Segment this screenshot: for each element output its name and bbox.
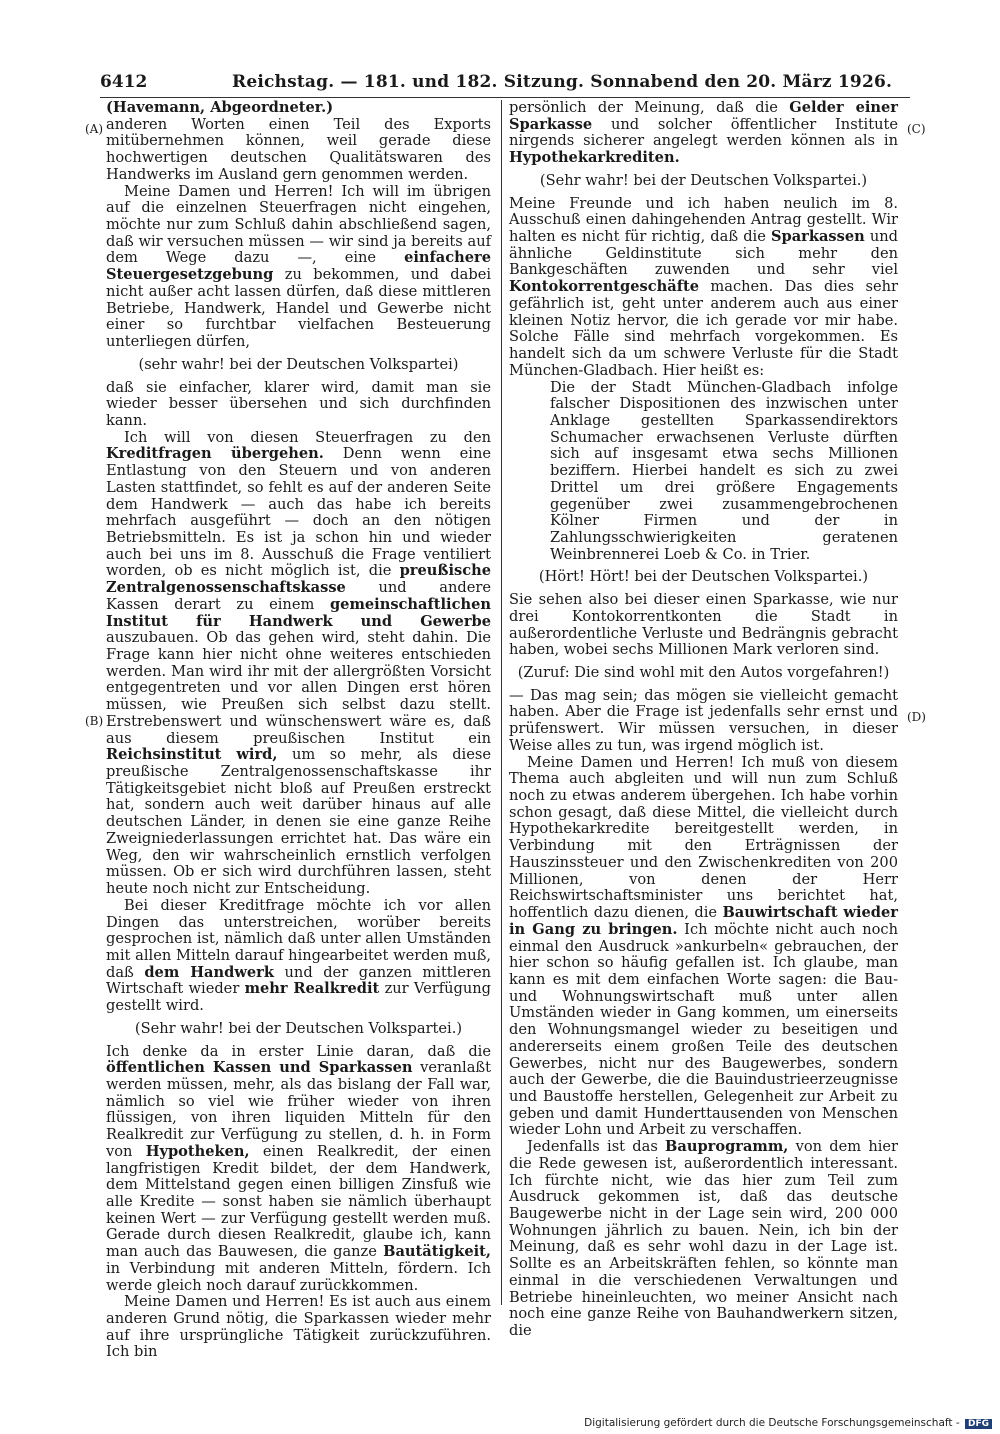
speaker-attribution: (Havemann, Abgeordneter.) bbox=[106, 99, 334, 116]
digitization-credit bbox=[584, 1417, 992, 1429]
interjection: (Hört! Hört! bei der Deutschen Volkspartei.) bbox=[538, 568, 869, 586]
paragraph: Bei dieser Kreditfrage möchte ich vor allen Dingen das unterstreichen, worüber bereits gesprochen ist, nämlich daß unter allen Umständen mit allen Mitteln darauf hingearbeitet werden muß, daß dem Handwerk und der ganzen mittleren Wirtschaft wieder mehr Realkredit zur Verfügung gestellt wird. bbox=[106, 896, 492, 1015]
paragraph: anderen Worten einen Teil des Exports mitübernehmen können, weil gerade diese hochwertigen deutschen Qualitätswaren des Handwerks im Ausland gern genommen werden. bbox=[106, 115, 491, 183]
margin-marker-c: (C) bbox=[907, 122, 926, 136]
interjection: (Sehr wahr! bei der Deutschen Volkspartei.) bbox=[539, 171, 868, 189]
column-separator bbox=[501, 100, 502, 1305]
block-quote: Die der Stadt München-Gladbach infolge falscher Dispositionen des inzwischen unter Anklage gestellten Sparkassendirektors Schumacher erwachsenen Verluste dürften sich auf insgesamt etwa sechs Millionen beziffern. Hierbei handelt es sich zu zwei Drittel um drei größere Engagements gegenüber zwei zusammengebrochenen Kölner Firmen und der in Zahlungsschwierigkeiten geratenen Weinbrennerei Loeb & Co. in Trier. bbox=[550, 378, 898, 563]
interjection: (sehr wahr! bei der Deutschen Volkspartei) bbox=[138, 355, 459, 373]
left-column bbox=[106, 100, 491, 1361]
dfg-logo: DFG bbox=[965, 1419, 992, 1429]
paragraph: Meine Damen und Herren! Ich will im übrigen auf die einzelnen Steuerfragen nicht eingehen, möchte nur zum Schluß dahin abschließend sagen, daß wir versuchen müssen — wir sind ja bereits auf dem Wege dazu —, eine einfachere Steuergesetzgebung zu bekommen, und dabei nicht außer acht lassen dürfen, daß diese mittleren Betriebe, Handwerk, Handel und Gewerbe nicht einer so furchtbar vielfachen Besteuerung unterliegen dürfen, bbox=[106, 182, 491, 351]
paragraph: Sie sehen also bei dieser einen Sparkasse, wie nur drei Kontokorrentkonten die Stadt in außerordentliche Verluste und Bedrängnis gebracht haben, wobei sechs Millionen Mark verloren sind. bbox=[509, 591, 898, 659]
paragraph: persönlich der Meinung, daß die Gelder einer Sparkasse und solcher öffentlicher Institute nirgends sicherer angelegt werden können als in Hypothekarkrediten. bbox=[509, 99, 898, 167]
running-title: Reichstag. — 181. und 182. Sitzung. Sonnabend den 20. März 1926. bbox=[232, 72, 893, 92]
paragraph: — Das mag sein; das mögen sie vielleicht gemacht haben. Aber die Frage ist jedenfalls sehr ernst und prüfenswert. Wir müssen versuchen, in dieser Weise alles zu tun, was irgend möglich ist. bbox=[509, 686, 898, 754]
paragraph: Jedenfalls ist das Bauprogramm, von dem hier die Rede gewesen ist, außerordentlich interessant. Ich fürchte nicht, wie das hier zum Teil zum Ausdruck gekommen ist, daß das deutsche Baugewerbe nicht in der Lage sein wird, 200 000 Wohnungen jährlich zu bauen. Nein, ich bin der Meinung, daß es sehr wohl dazu in der Lage ist. Sollte es an Arbeitskräften fehlen, so könnte man einmal in die verschiedenen Verwaltungen und Betriebe hineinleuchten, wo meiner Ansicht nach noch eine ganze Reihe von Bauhandwerkern sitzen, die bbox=[509, 1138, 899, 1340]
page-header bbox=[100, 72, 910, 96]
paragraph: Meine Damen und Herren! Es ist auch aus einem anderen Grund nötig, die Sparkassen wieder mehr auf ihre ursprüngliche Tätigkeit zurückzuführen. Ich bin bbox=[106, 1293, 491, 1361]
page-number: 6412 bbox=[100, 72, 148, 92]
credit-text: Digitalisierung gefördert durch die Deutsche Forschungsgemeinschaft - bbox=[584, 1417, 960, 1429]
paragraph: Ich will von diesen Steuerfragen zu den Kreditfragen übergehen. Denn wenn eine Entlastung von den Steuern und von anderen Lasten stattfindet, so fehlt es auf der anderen Seite dem Handwerk — auch das habe ich bereits mehrfach ausgeführt — doch an den nötigen Betriebsmitteln. Es ist ja schon hin und wieder auch bei uns im 8. Ausschuß die Frage ventiliert worden, ob es nicht möglich ist, die preußische Zentralgenossenschaftskasse und andere Kassen derart zu einem gemeinschaftlichen Institut für Handwerk und Gewerbe auszubauen. Ob das gehen wird, steht dahin. Die Frage kann hier nicht ohne weiteres entschieden werden. Man wird ihr mit der allergrößten Vorsicht entgegentreten und vor allen Dingen erst hören müssen, wie Preußen sich selbst dazu stellt. Erstrebenswert und wünschenswert wäre es, daß aus diesem preußischen Institut ein Reichsinstitut wird, um so mehr, als diese preußische Zentralgenossenschaftskasse ihr Tätigkeitsgebiet nicht bloß auf Preußen erstreckt hat, sondern auch weit darüber hinaus auf alle deutschen Länder, in denen sie eine ganze Reihe Zweigniederlassungen errichtet hat. Das wäre ein Weg, den wir wahrscheinlich ernstlich verfolgen müssen. Ob er sich wird durchführen lassen, steht heute noch nicht zur Entscheidung. bbox=[106, 428, 491, 898]
header-rule bbox=[100, 97, 910, 98]
interjection: (Sehr wahr! bei der Deutschen Volkspartei.) bbox=[134, 1019, 463, 1037]
right-column bbox=[509, 100, 898, 1340]
interjection: (Zuruf: Die sind wohl mit den Autos vorgefahren!) bbox=[517, 664, 890, 681]
margin-marker-a: (A) bbox=[85, 122, 104, 136]
margin-marker-b: (B) bbox=[85, 714, 104, 728]
paragraph: Ich denke da in erster Linie daran, daß die öffentlichen Kassen und Sparkassen veranlaßt werden müssen, mehr, als das bislang der Fall war, nämlich so viel wie früher wieder von ihren flüssigen, von ihren liquiden Mitteln für den Realkredit zur Verfügung zu stellen, d. h. in Form von Hypotheken, einen Realkredit, der einen langfristigen Kredit bildet, der dem Handwerk, dem Mittelstand gegen einen billigen Zinsfuß wie alle Kredite — sonst haben sie nämlich überhaupt keinen Wert — zur Verfügung gestellt werden muß. Gerade durch diesen Realkredit, glaube ich, kann man auch das Bauwesen, die ganze Bautätigkeit, in Verbindung mit anderen Mitteln, fördern. Ich werde gleich noch darauf zurückkommen. bbox=[106, 1042, 492, 1294]
paragraph: Meine Freunde und ich haben neulich im 8. Ausschuß einen dahingehenden Antrag gestellt. Wir halten es nicht für richtig, daß die Sparkassen und ähnliche Geldinstitute sich mehr den Bankgeschäften zuwenden und sehr viel Kontokorrentgeschäfte machen. Das dies sehr gefährlich ist, geht unter anderem auch aus einer kleinen Notiz hervor, die ich gerade vor mir habe. Solche Fälle sind mehrfach vorgekommen. Es handelt sich da um schwere Verluste für die Stadt München-Gladbach. Hier heißt es: bbox=[509, 194, 898, 379]
paragraph: Meine Damen und Herren! Ich muß von diesem Thema auch abgleiten und will nun zum Schluß noch zu etwas anderem übergehen. Ich habe vorhin schon gesagt, daß diese Mittel, die vielleicht durch Hypothekarkredite bereitgestellt werden, in Verbindung mit den Erträgnissen der Hauszinssteuer und den Zwischenkrediten von 200 Millionen, von denen der Herr Reichswirtschaftsminister uns berichtet hat, hoffentlich dazu dienen, die Bauwirtschaft wieder in Gang zu bringen. Ich möchte nicht auch noch einmal den Ausdruck »ankurbeln« gebrauchen, der hier schon so häufig gefallen ist. Ich glaube, man kann es mit dem einfachen Worte sagen: die Bau- und Wohnungswirtschaft muß unter allen Umständen wieder in Gang kommen, um einerseits den Wohnungsmangel wieder zu beseitigen und andererseits einem großen Teile des deutschen Gewerbes, nicht nur des Baugewerbes, sondern auch der Gewerbe, die die Bauindustrieerzeugnisse und Baustoffe herstellen, Gelegenheit zur Arbeit zu geben und damit Hunderttausenden von Menschen wieder Lohn und Arbeit zu verschaffen. bbox=[509, 753, 898, 1139]
margin-marker-d: (D) bbox=[907, 710, 926, 724]
paragraph: daß sie einfacher, klarer wird, damit man sie wieder besser übersehen und sich durchfinden kann. bbox=[106, 378, 491, 429]
